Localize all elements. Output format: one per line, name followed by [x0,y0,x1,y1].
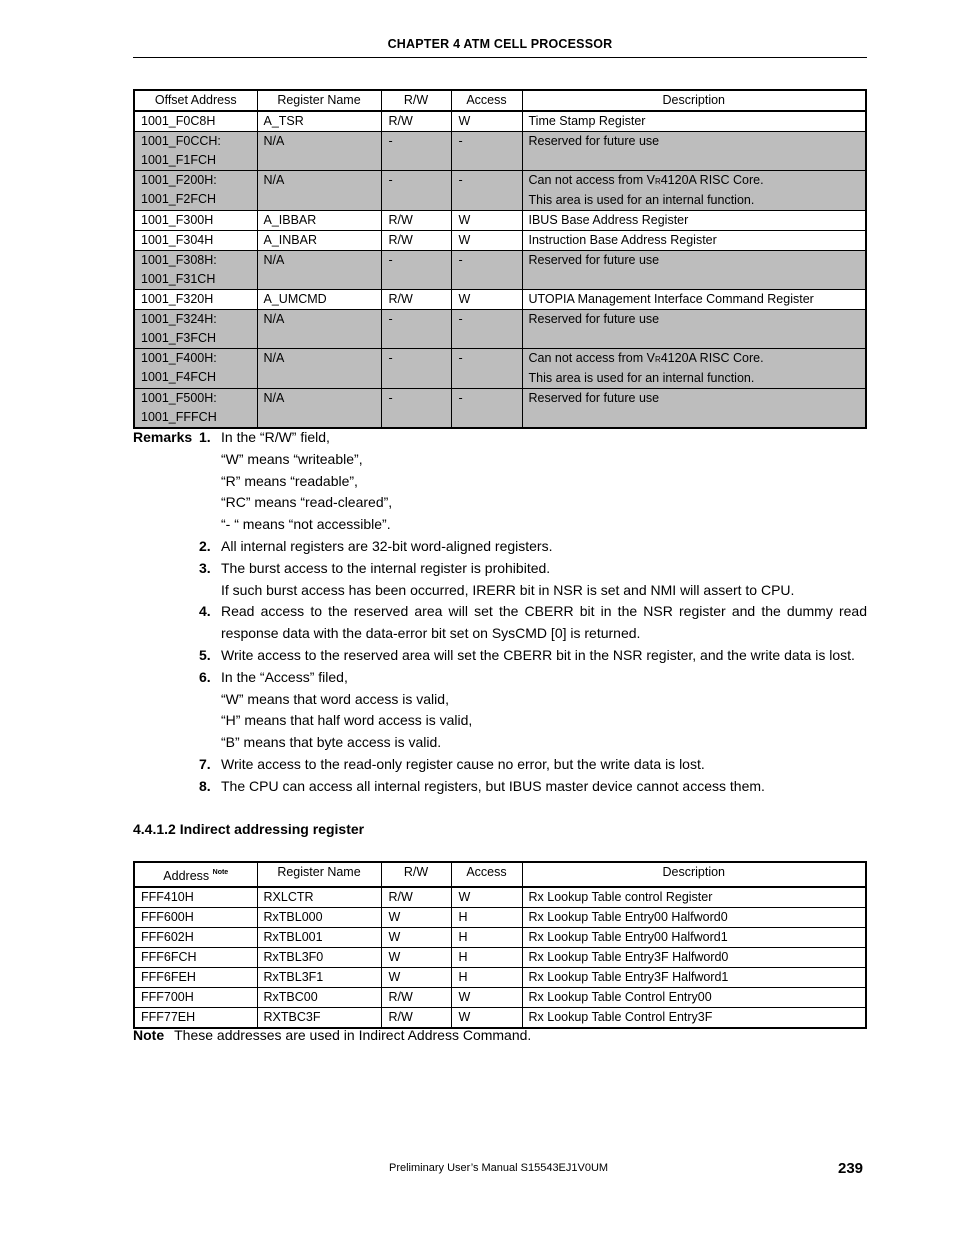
cell-register-name: RxTBL000 [257,908,381,928]
remark-line: “- “ means “not accessible”. [221,516,391,533]
description-text: 4120A RISC Core. [660,173,764,187]
cell-address: FFF6FCH [134,948,257,968]
address-line: 1001_F0C8H [141,114,216,128]
col-header-address: Address $^{Note}$ [134,862,257,887]
cell-access: W [451,290,522,310]
table-row [134,928,866,948]
remark-line: All internal registers are 32-bit word-aligned registers. [221,537,553,554]
description-text: Can not access from V [528,351,655,365]
table-row [134,887,866,908]
cell-description: Rx Lookup Table Control Entry3F [522,1008,866,1029]
remark-text [221,558,867,602]
cell-address [134,290,257,310]
cell-register-name: RxTBL001 [257,928,381,948]
address-line: 1001_F300H [141,213,214,227]
table-row [134,988,866,1008]
cell-access: - [451,251,522,290]
cell-address [134,111,257,132]
address-line: 1001_F500H: [141,391,217,405]
cell-access: W [451,887,522,908]
cell-access: W [451,988,522,1008]
col-header-rw: R/W [381,862,451,887]
remark-line: “H” means that half word access is valid, [221,712,473,729]
cell-access: H [451,948,522,968]
cell-description [522,389,866,429]
address-line: 1001_F31CH [141,272,216,286]
footer-text: Preliminary User’s Manual S15543EJ1V0UM [389,1162,609,1174]
cell-rw: - [381,132,451,171]
cell-rw: W [381,928,451,948]
cell-address: FFF602H [134,928,257,948]
cell-address [134,310,257,349]
remark-line: The CPU can access all internal registers, but IBUS master device cannot access them. [221,777,765,794]
description-line [529,349,860,369]
remark-line: Write access to the read-only register cause no error, but the write data is lost. [221,755,705,772]
indirect-register-table [133,861,867,1029]
cell-access: - [451,171,522,211]
remark-number: 2. [199,537,211,554]
note-marker: Note [212,869,229,876]
cell-description: Rx Lookup Table Entry3F Halfword0 [522,948,866,968]
cell-description: Rx Lookup Table control Register [522,887,866,908]
note-text: These addresses are used in Indirect Address Command. [174,1027,532,1043]
remarks-label: Remarks [133,429,193,445]
cell-address [134,211,257,231]
cell-rw: R/W [381,211,451,231]
cell-address [134,132,257,171]
cell-register-name: N/A [257,389,381,429]
description-line: Instruction Base Address Register [528,233,717,247]
cell-address: FFF700H [134,988,257,1008]
cell-rw: - [381,389,451,429]
cell-rw: R/W [381,290,451,310]
table-row [134,251,866,290]
cell-address: FFF77EH [134,1008,257,1029]
remark-line: “RC” means “read-cleared”, [221,494,393,511]
col-header-rw: R/W [381,90,451,111]
cell-register-name: RxTBL3F1 [257,968,381,988]
address-line: 1001_F400H: [141,351,217,365]
chapter-header: CHAPTER 4 ATM CELL PROCESSOR [387,37,613,51]
table-row [134,948,866,968]
col-header-description: Description [522,90,866,111]
description-line [529,171,860,191]
cell-register-name: RXLCTR [257,887,381,908]
remark-line: The burst access to the internal register is prohibited. [221,559,551,576]
remark-line: Write access to the reserved area will set the CBERR bit in the NSR register, and the write data is lost. [221,646,855,663]
address-line: 1001_FFFCH [141,410,217,424]
col-header-description: Description [522,862,866,887]
description-line: UTOPIA Management Interface Command Register [528,292,814,306]
col-header-register-name: Register Name [257,90,381,111]
cell-rw: W [381,968,451,988]
cell-access: W [451,1008,522,1029]
col-header-access: Access [451,90,522,111]
page-number: 239 [838,1160,864,1177]
cell-register-name: A_INBAR [257,231,381,251]
table-row [134,1008,866,1029]
remark-item [133,754,867,776]
header-rule [133,57,867,58]
remark-text [221,536,867,558]
cell-description [522,251,866,290]
table-row [134,290,866,310]
remark-number: 5. [199,646,211,663]
note [133,1027,531,1043]
cell-address [134,171,257,211]
cell-register-name: RxTBL3F0 [257,948,381,968]
table-row [134,211,866,231]
cell-description [522,310,866,349]
remark-item [133,601,867,645]
table-row [134,389,866,429]
table-row [134,908,866,928]
note-label: Note [133,1027,165,1043]
remark-line: Read access to the reserved area will set the CBERR bit in the NSR register and the dummy read response data with the data-error bit set on SysCMD [0] is returned. [221,603,867,642]
remark-item [133,645,867,667]
address-line: 1001_F320H [141,292,214,306]
cell-access: H [451,968,522,988]
cell-access: H [451,928,522,948]
cell-address [134,389,257,429]
register-table [133,89,867,429]
table-row [134,132,866,171]
cell-rw: R/W [381,1008,451,1029]
cell-rw: - [381,349,451,389]
cell-description: Rx Lookup Table Entry00 Halfword1 [522,928,866,948]
remark-line: In the “R/W” field, [221,429,330,445]
table-row [134,171,866,211]
cell-access: - [451,310,522,349]
table-row [134,310,866,349]
remark-text [221,645,867,667]
description-text: Can not access from V [528,173,655,187]
cell-register-name: A_UMCMD [257,290,381,310]
description-line: This area is used for an internal function. [528,371,755,385]
remark-item [133,667,867,754]
address-line: 1001_F4FCH [141,370,217,384]
cell-rw: R/W [381,111,451,132]
remark-number: 6. [199,668,211,685]
cell-description [522,290,866,310]
cell-description [522,171,866,211]
remark-text [221,754,867,776]
cell-description [522,111,866,132]
description-line: Reserved for future use [528,312,660,326]
description-line: Reserved for future use [528,391,660,405]
cell-rw: - [381,251,451,290]
cell-rw: - [381,310,451,349]
remark-item [133,536,867,558]
cell-description [522,349,866,389]
address-line: 1001_F200H: [141,173,217,187]
cell-register-name: RxTBC00 [257,988,381,1008]
remark-line: In the “Access” filed, [221,668,348,685]
table-row [134,968,866,988]
cell-register-name: RXTBC3F [257,1008,381,1029]
remark-number: 8. [199,777,211,794]
remark-number: 1. [199,429,211,445]
remark-text [221,667,867,754]
cell-access: H [451,908,522,928]
cell-access: - [451,132,522,171]
cell-access: - [451,349,522,389]
cell-address [134,349,257,389]
description-line: Reserved for future use [528,134,660,148]
cell-register-name: A_IBBAR [257,211,381,231]
cell-access: - [451,389,522,429]
address-line: 1001_F308H: [141,253,217,267]
cell-register-name: N/A [257,132,381,171]
remark-item [133,427,867,536]
cell-address: FFF6FEH [134,968,257,988]
cell-description: Rx Lookup Table Entry3F Halfword1 [522,968,866,988]
cell-rw: - [381,171,451,211]
address-line: 1001_F3FCH [141,331,217,345]
address-line: 1001_F2FCH [141,192,217,206]
remark-line: “W” means “writeable”, [221,450,363,467]
cell-address: FFF600H [134,908,257,928]
section-heading: 4.4.1.2 Indirect addressing register [133,821,365,837]
cell-description [522,231,866,251]
remark-item [133,776,867,798]
address-line: 1001_F0CCH: [141,134,221,148]
table-row [134,231,866,251]
description-line: Reserved for future use [528,253,660,267]
cell-rw: R/W [381,988,451,1008]
cell-description: Rx Lookup Table Control Entry00 [522,988,866,1008]
cell-address [134,251,257,290]
remark-line: “W” means that word access is valid, [221,690,449,707]
remark-line: “R” means “readable”, [221,472,358,489]
subscript-r: R [654,177,661,186]
cell-rw: W [381,908,451,928]
remark-text [221,601,867,645]
remark-item [133,558,867,602]
subscript-r: R [654,355,661,364]
remark-number: 7. [199,755,211,772]
remark-number: 4. [199,603,211,620]
cell-rw: R/W [381,231,451,251]
remark-text [221,776,867,798]
cell-rw: W [381,948,451,968]
address-line: 1001_F304H [141,233,214,247]
col-header-access: Access [451,862,522,887]
remark-number: 3. [199,559,211,576]
cell-register-name: A_TSR [257,111,381,132]
cell-rw: R/W [381,887,451,908]
description-line: IBUS Base Address Register [528,213,689,227]
cell-address [134,231,257,251]
cell-description [522,211,866,231]
cell-access: W [451,211,522,231]
cell-address: FFF410H [134,887,257,908]
remark-line: “B” means that byte access is valid. [221,734,442,751]
remark-line: If such burst access has been occurred, IRERR bit in NSR is set and NMI will assert to CPU. [221,581,795,598]
description-line: This area is used for an internal function. [528,193,755,207]
col-header-register-name: Register Name [257,862,381,887]
address-line: 1001_F1FCH [141,153,217,167]
cell-description [522,132,866,171]
cell-access: W [451,231,522,251]
cell-register-name: N/A [257,171,381,211]
cell-register-name: N/A [257,310,381,349]
cell-description: Rx Lookup Table Entry00 Halfword0 [522,908,866,928]
table-row [134,111,866,132]
cell-register-name: N/A [257,251,381,290]
description-text: 4120A RISC Core. [660,351,764,365]
address-line: 1001_F324H: [141,312,217,326]
table-row [134,349,866,389]
cell-access: W [451,111,522,132]
cell-register-name: N/A [257,349,381,389]
remark-text [221,427,867,536]
remarks-section [133,427,867,798]
description-line: Time Stamp Register [528,114,646,128]
col-header-offset-address: Offset Address [134,90,257,111]
